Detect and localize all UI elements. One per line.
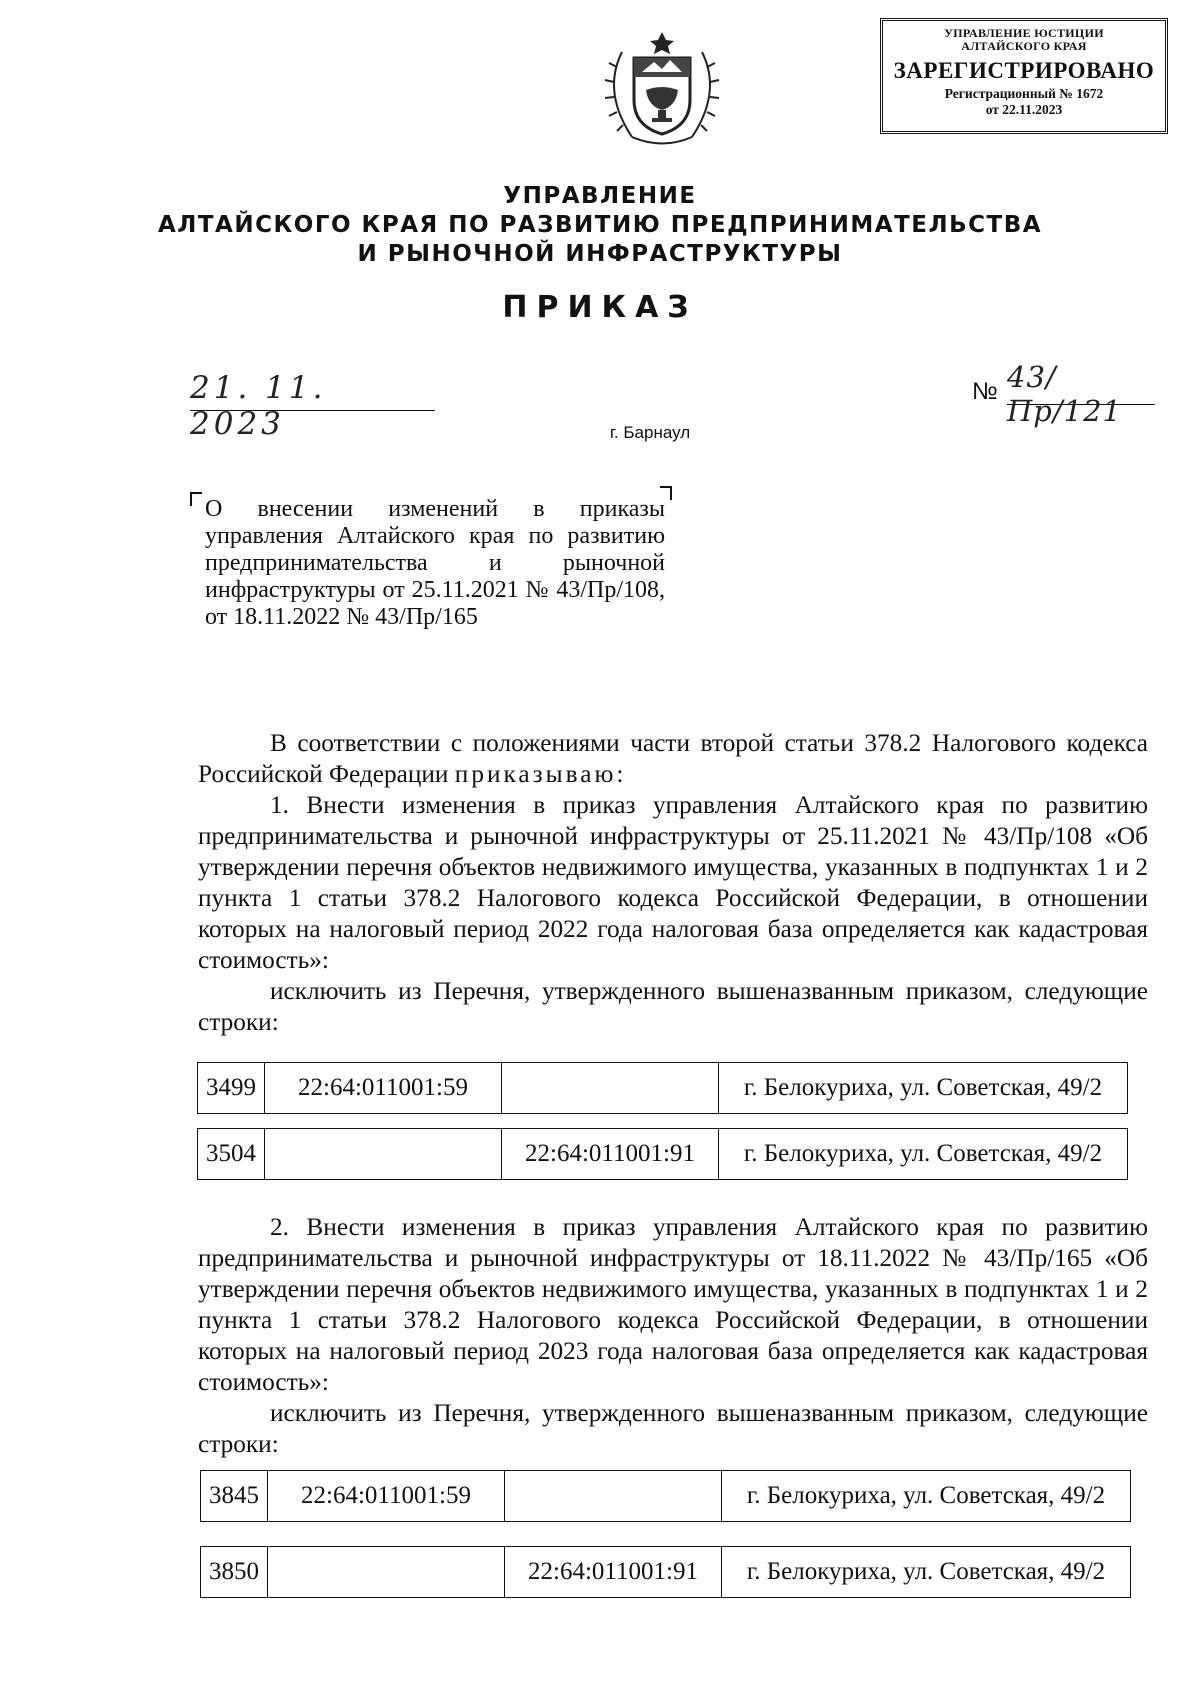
table-row [201,1547,1131,1598]
order-number: 43/Пр/121 [1007,360,1155,405]
row-number: 3850 [201,1547,268,1598]
order-city: г. Барнаул [609,423,691,442]
row-number: 3499 [198,1063,265,1114]
object-address: г. Белокуриха, ул. Советская, 49/2 [722,1471,1131,1522]
stamp-title: ЗАРЕГИСТРИРОВАНО [893,58,1155,83]
row-number: 3504 [198,1129,265,1180]
item-2-exclude: исключить из Перечня, утвержденного вышеназванным приказом, следующие строки: [198,1399,1148,1458]
stamp-reg-number: Регистрационный № 1672 [944,86,1104,101]
order-number-label: № [972,378,998,405]
header-line-1: УПРАВЛЕНИЕ [503,183,697,209]
item-2-row-table-2 [200,1546,1131,1598]
order-date: 21. 11. 2023 [190,370,435,411]
object-address: г. Белокуриха, ул. Советская, 49/2 [719,1129,1128,1180]
cadastral-number-2: 22:64:011001:91 [505,1547,722,1598]
item-2-text: 2. Внести изменения в приказ управления Алтайского края по развитию предпринимательства и рыночной инфраструктуры от 18.11.2022 № 43/Пр/165 «Об утверждении перечня объектов недвижимого имущества, указанных в подпунктах 1 и 2 пункта 1 статьи 378.2 Налогового кодекса Российской Федерации, в отношении которых на налоговый период 2023 года налоговая база определяется как кадастровая стоимость»: [198,1213,1148,1396]
header-line-3: И РЫНОЧНОЙ ИНФРАСТРУКТУРЫ [357,241,843,267]
item-1-row-table-1 [197,1062,1128,1114]
subject-bracket-left [190,492,202,506]
table-row [198,1063,1128,1114]
table-row [198,1129,1128,1180]
item-2-row-table-1 [200,1470,1131,1522]
cadastral-number-2: 22:64:011001:91 [502,1129,719,1180]
header-line-2: АЛТАЙСКОГО КРАЯ ПО РАЗВИТИЮ ПРЕДПРИНИМАТЕЛЬСТВА [157,212,1043,238]
coat-of-arms-icon [592,22,732,154]
body-section-1 [198,728,1148,1038]
preamble-command: приказываю: [454,760,627,788]
preamble [198,728,1148,790]
stamp-line-1: УПРАВЛЕНИЕ ЮСТИЦИИ [944,26,1104,40]
cadastral-number-1 [268,1547,505,1598]
stamp-line-2: АЛТАЙСКОГО КРАЯ [961,39,1087,53]
cadastral-number-1 [265,1129,502,1180]
item-1-exclude: исключить из Перечня, утвержденного вышеназванным приказом, следующие строки: [198,977,1148,1036]
cadastral-number-2 [505,1471,722,1522]
document-type-title: ПРИКАЗ [502,290,698,325]
table-row [201,1471,1131,1522]
cadastral-number-2 [502,1063,719,1114]
row-number: 3845 [201,1471,268,1522]
order-subject: О внесении изменений в приказы управления Алтайского края по развитию предпринимательства и рыночной инфраструктуры от 25.11.2021 № 43/Пр/108, от 18.11.2022 № 43/Пр/165 [205,496,665,630]
stamp-reg-date: от 22.11.2023 [985,102,1063,117]
object-address: г. Белокуриха, ул. Советская, 49/2 [722,1547,1131,1598]
item-1-text: 1. Внести изменения в приказ управления Алтайского края по развитию предпринимательства и рыночной инфраструктуры от 25.11.2021 № 43/Пр/108 «Об утверждении перечня объектов недвижимого имущества, указанных в подпунктах 1 и 2 пункта 1 статьи 378.2 Налогового кодекса Российской Федерации, в отношении которых на налоговый период 2022 года налоговая база определяется как кадастровая стоимость»: [198,791,1148,974]
cadastral-number-1: 22:64:011001:59 [265,1063,502,1114]
registration-stamp [880,18,1168,134]
body-section-2 [198,1212,1148,1460]
preamble-text: В соответствии с положениями части второй статьи 378.2 Налогового кодекса Российской Федерации [198,729,1148,788]
item-1-row-table-2 [197,1128,1128,1180]
object-address: г. Белокуриха, ул. Советская, 49/2 [719,1063,1128,1114]
cadastral-number-1: 22:64:011001:59 [268,1471,505,1522]
